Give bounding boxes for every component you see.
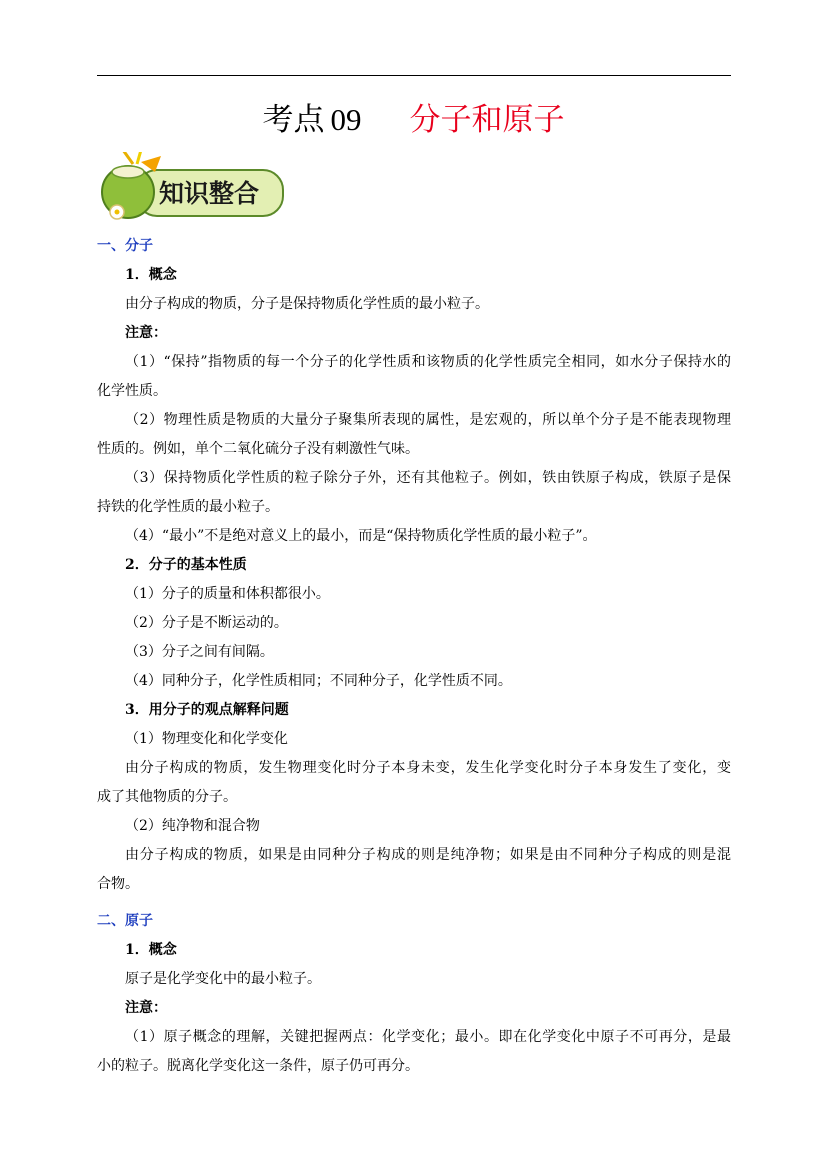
list-item: （2）分子是不断运动的。 xyxy=(125,615,288,631)
title-number: 09 xyxy=(330,102,362,137)
title-subject: 分子和原子 xyxy=(409,102,565,138)
section-heading: 一、分子 xyxy=(97,238,153,254)
list-item: （4）同种分子，化学性质相同；不同种分子，化学性质不同。 xyxy=(125,673,512,689)
section-heading: 二、原子 xyxy=(97,913,153,929)
document-body xyxy=(97,232,731,1081)
list-item: （2）纯净物和混合物 xyxy=(125,818,260,834)
paragraph: （1）原子概念的理解，关键把握两点：化学变化；最小。即在化学变化中原子不可再分，是最 xyxy=(125,1029,731,1045)
knowledge-badge xyxy=(97,152,287,222)
paragraph: 原子是化学变化中的最小粒子。 xyxy=(125,971,321,987)
paragraph: 成了其他物质的分子。 xyxy=(97,789,237,805)
paragraph: （3）保持物质化学性质的粒子除分子外，还有其他粒子。例如，铁由铁原子构成，铁原子是保 xyxy=(125,470,731,486)
subheading: 1．概念 xyxy=(125,267,177,283)
page-title xyxy=(0,100,827,140)
paragraph: （2）物理性质是物质的大量分子聚集所表现的属性，是宏观的，所以单个分子是不能表现物理 xyxy=(125,412,731,428)
paragraph: 由分子构成的物质，分子是保持物质化学性质的最小粒子。 xyxy=(125,296,489,312)
list-item: （1）物理变化和化学变化 xyxy=(125,731,288,747)
paragraph: 由分子构成的物质，如果是由同种分子构成的则是纯净物；如果是由不同种分子构成的则是混 xyxy=(125,847,731,863)
badge-label: 知识整合 xyxy=(158,179,260,208)
paragraph: 持铁的化学性质的最小粒子。 xyxy=(97,499,279,515)
paragraph: 合物。 xyxy=(97,876,139,892)
list-item: （1）分子的质量和体积都很小。 xyxy=(125,586,330,602)
flower-center-icon xyxy=(115,210,120,215)
paragraph: （4）“最小”不是绝对意义上的最小，而是“保持物质化学性质的最小粒子”。 xyxy=(125,528,597,544)
paragraph: 性质的。例如，单个二氧化硫分子没有刺激性气味。 xyxy=(97,441,419,457)
paragraph: （1）“保持”指物质的每一个分子的化学性质和该物质的化学性质完全相同，如水分子保持水的 xyxy=(125,354,731,370)
header-rule xyxy=(97,75,731,76)
subheading: 2．分子的基本性质 xyxy=(125,557,247,573)
title-prefix: 考点 xyxy=(262,102,325,138)
coconut-top-icon xyxy=(112,166,144,178)
note-label: 注意： xyxy=(125,1000,167,1016)
list-item: （3）分子之间有间隔。 xyxy=(125,644,274,660)
note-label: 注意： xyxy=(125,325,167,341)
paragraph: 化学性质。 xyxy=(97,383,167,399)
subheading: 1．概念 xyxy=(125,942,177,958)
straw-icon-2 xyxy=(137,152,141,164)
paragraph: 小的粒子。脱离化学变化这一条件，原子仍可再分。 xyxy=(97,1058,419,1074)
paragraph: 由分子构成的物质，发生物理变化时分子本身未变，发生化学变化时分子本身发生了变化，变 xyxy=(125,760,731,776)
subheading: 3．用分子的观点解释问题 xyxy=(125,702,289,718)
straw-icon xyxy=(123,152,133,164)
